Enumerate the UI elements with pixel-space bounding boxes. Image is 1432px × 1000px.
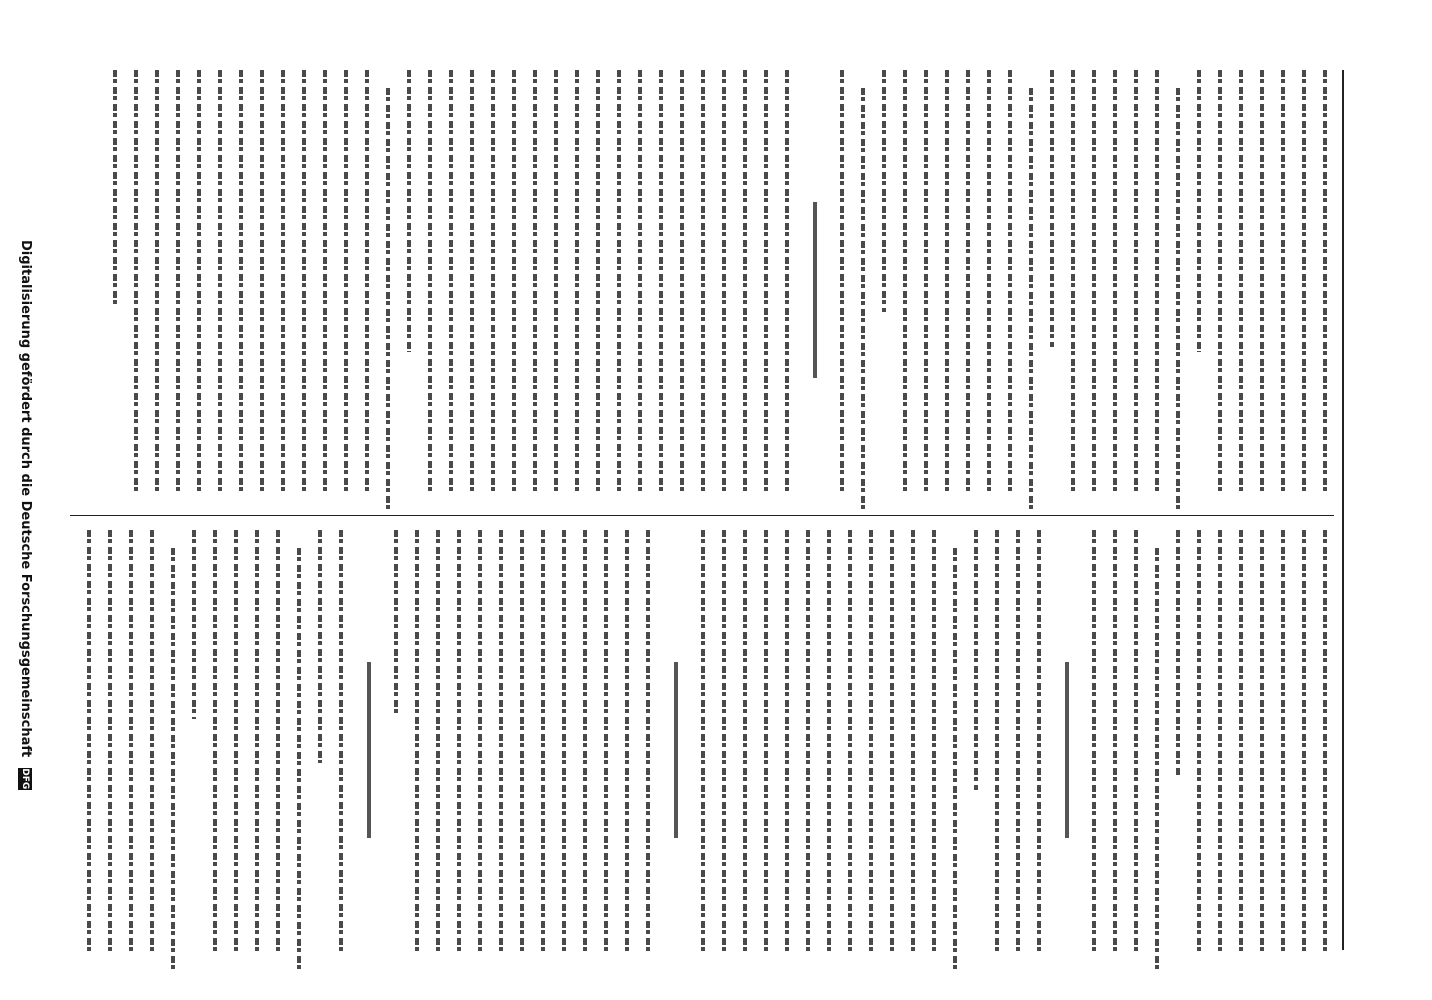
text-line	[960, 70, 977, 510]
text-line	[989, 530, 1006, 970]
text-line	[186, 530, 203, 970]
credit-text: Digitalisierung gefördert durch die Deutsche Forschungsgemeinschaft	[18, 240, 33, 758]
text-line	[338, 70, 355, 510]
text-line	[1317, 530, 1334, 970]
text-line	[548, 70, 565, 510]
text-line	[233, 70, 250, 510]
text-line	[464, 70, 481, 510]
text-line	[1031, 530, 1048, 970]
text-line	[144, 530, 161, 970]
text-line	[619, 530, 636, 970]
text-line	[333, 530, 350, 970]
text-line	[1296, 530, 1313, 970]
text-line	[926, 530, 943, 970]
text-line	[1233, 530, 1250, 970]
text-line	[1149, 530, 1166, 970]
text-line	[1044, 70, 1061, 510]
text-line	[632, 70, 649, 510]
text-line	[212, 70, 229, 510]
text-line	[380, 70, 397, 510]
text-line	[1170, 530, 1187, 970]
text-line	[1275, 70, 1292, 510]
text-line	[968, 530, 985, 970]
text-line	[123, 530, 140, 970]
text-line	[1023, 70, 1040, 510]
text-line	[249, 530, 266, 970]
stage-direction	[358, 530, 380, 970]
text-line	[1191, 530, 1208, 970]
text-line	[577, 530, 594, 970]
text-line	[1002, 70, 1019, 510]
text-line	[451, 530, 468, 970]
text-line	[653, 70, 670, 510]
text-line	[1107, 530, 1124, 970]
text-line	[918, 70, 935, 510]
text-line	[312, 530, 329, 970]
text-line	[758, 530, 775, 970]
text-line	[569, 70, 586, 510]
text-line	[590, 70, 607, 510]
text-line	[149, 70, 166, 510]
text-line	[611, 70, 628, 510]
stage-direction	[665, 530, 687, 970]
text-line	[422, 70, 439, 510]
text-line	[317, 70, 334, 510]
text-line	[443, 70, 460, 510]
text-line	[1296, 70, 1313, 510]
stage-direction	[804, 70, 826, 510]
text-line	[291, 530, 308, 970]
text-line	[1254, 530, 1271, 970]
text-line	[514, 530, 531, 970]
text-line	[1107, 70, 1124, 510]
text-line	[695, 70, 712, 510]
text-line	[165, 530, 182, 970]
text-line	[695, 530, 712, 970]
text-line	[1065, 70, 1082, 510]
text-line	[472, 530, 489, 970]
text-line	[1086, 70, 1103, 510]
text-line	[863, 530, 880, 970]
text-line	[779, 70, 796, 510]
text-line	[535, 530, 552, 970]
text-line	[884, 530, 901, 970]
digitization-credit	[18, 240, 33, 790]
text-line	[947, 530, 964, 970]
stage-direction	[1056, 530, 1078, 970]
text-line	[1191, 70, 1208, 510]
text-line	[640, 530, 657, 970]
text-line	[897, 70, 914, 510]
text-line	[1149, 70, 1166, 510]
text-line	[270, 530, 287, 970]
text-line	[981, 70, 998, 510]
text-line	[170, 70, 187, 510]
text-line	[598, 530, 615, 970]
text-line	[834, 70, 851, 510]
text-line	[207, 530, 224, 970]
text-line	[855, 70, 872, 510]
text-line	[737, 530, 754, 970]
text-line	[359, 70, 376, 510]
text-line	[485, 70, 502, 510]
column-divider	[70, 515, 1334, 516]
text-line	[1170, 70, 1187, 510]
text-column-left	[70, 70, 1334, 510]
text-line	[758, 70, 775, 510]
text-line	[1128, 70, 1145, 510]
text-line	[800, 530, 817, 970]
text-line	[1128, 530, 1145, 970]
text-line	[556, 530, 573, 970]
text-line	[254, 70, 271, 510]
text-line	[81, 530, 98, 970]
text-line	[821, 530, 838, 970]
text-line	[107, 70, 124, 510]
text-line	[716, 70, 733, 510]
text-line	[430, 530, 447, 970]
text-line	[716, 530, 733, 970]
text-line	[228, 530, 245, 970]
text-line	[876, 70, 893, 510]
text-line	[1212, 70, 1229, 510]
text-line	[737, 70, 754, 510]
text-line	[674, 70, 691, 510]
text-line	[779, 530, 796, 970]
text-line	[1275, 530, 1292, 970]
dfg-logo: DFG	[20, 768, 31, 790]
text-line	[1010, 530, 1027, 970]
text-line	[388, 530, 405, 970]
text-line	[191, 70, 208, 510]
text-line	[1086, 530, 1103, 970]
text-line	[102, 530, 119, 970]
text-line	[296, 70, 313, 510]
text-line	[128, 70, 145, 510]
text-line	[939, 70, 956, 510]
text-line	[1317, 70, 1334, 510]
text-line	[506, 70, 523, 510]
text-line	[842, 530, 859, 970]
text-line	[409, 530, 426, 970]
text-column-right	[70, 530, 1334, 970]
text-line	[1233, 70, 1250, 510]
text-line	[401, 70, 418, 510]
text-line	[1254, 70, 1271, 510]
text-line	[905, 530, 922, 970]
text-line	[527, 70, 544, 510]
text-line	[1212, 530, 1229, 970]
text-line	[493, 530, 510, 970]
text-line	[275, 70, 292, 510]
page-header	[1342, 70, 1384, 950]
